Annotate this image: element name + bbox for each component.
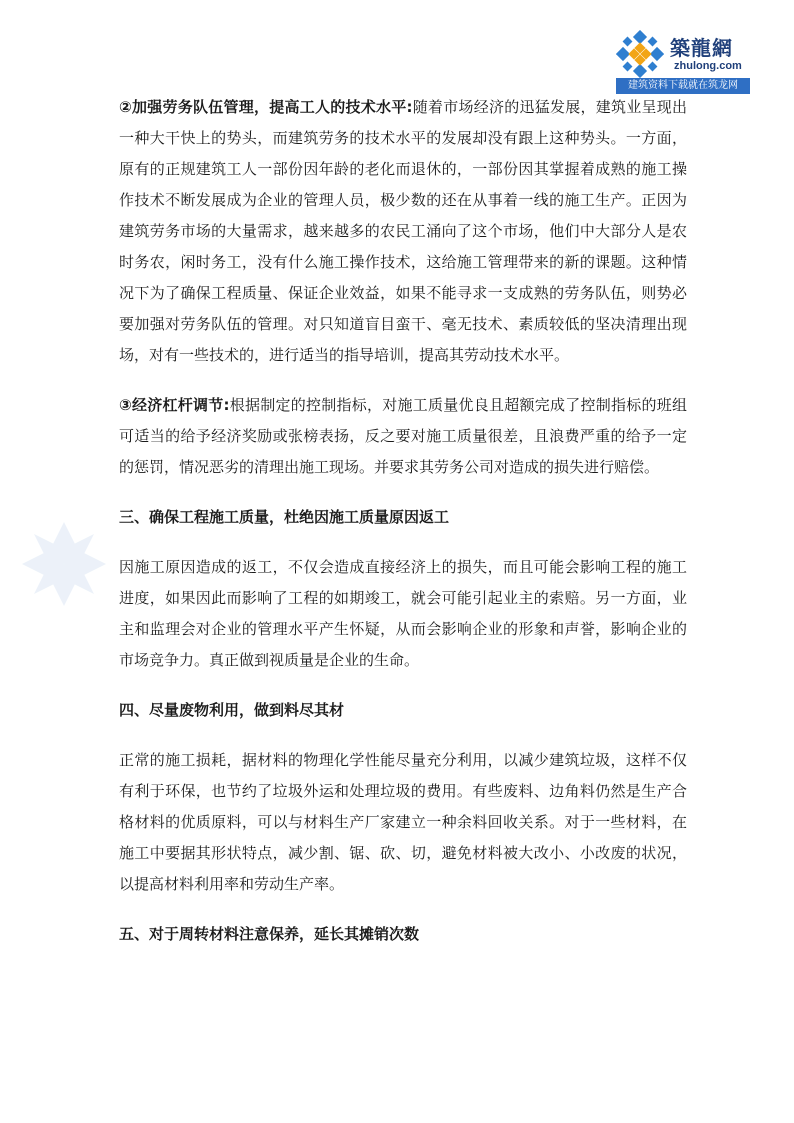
section-heading-4: 四、尽量废物利用，做到料尽其材 bbox=[119, 701, 345, 719]
document-body bbox=[119, 92, 687, 969]
paragraph-lead: ②加强劳务队伍管理，提高工人的技术水平: bbox=[119, 98, 413, 116]
paragraph-labor-management bbox=[119, 92, 687, 371]
watermark-snowflake-icon bbox=[18, 518, 110, 610]
paragraph-economic-leverage bbox=[119, 390, 687, 483]
logo-title: 築龍網 bbox=[670, 36, 733, 60]
section-heading-5: 五、对于周转材料注意保养，延长其摊销次数 bbox=[119, 925, 420, 943]
paragraph-rework bbox=[119, 552, 687, 676]
paragraph-text: 正常的施工损耗，据材料的物理化学性能尽量充分利用，以减少建筑垃圾，这样不仅有利于环保，也节约了垃圾外运和处理垃圾的费用。有些废料、边角料仍然是生产合格材料的优质原料，可以与材料生产厂家建立一种余料回收关系。对于一些材料，在施工中要据其形状特点，减少割、锯、砍、切，避免材料被大改小、小改废的状况，以提高材料利用率和劳动生产率。 bbox=[119, 751, 687, 893]
section-heading-3: 三、确保工程施工质量，杜绝因施工质量原因返工 bbox=[119, 508, 450, 526]
paragraph-text: 随着市场经济的迅猛发展，建筑业呈现出一种大干快上的势头，而建筑劳务的技术水平的发展却没有跟上这种势头。一方面，原有的正规建筑工人一部份因年龄的老化而退休的，一部份因其掌握着成熟的施工操作技术不断发展成为企业的管理人员，极少数的还在从事着一线的施工生产。正因为建筑劳务市场的大量需求，越来越多的农民工涌向了这个市场，他们中大部分人是农时务农，闲时务工，没有什么施工操作技术，这给施工管理带来的新的课题。这种情况下为了确保工程质量、保证企业效益，如果不能寻求一支成熟的劳务队伍，则势必要加强对劳务队伍的管理。对只知道盲目蛮干、毫无技术、素质较低的坚决清理出现场，对有一些技术的，进行适当的指导培训，提高其劳动技术水平。 bbox=[119, 98, 687, 364]
logo-domain: zhulong.com bbox=[674, 60, 742, 72]
paragraph-text: 根据制定的控制指标，对施工质量优良且超额完成了控制指标的班组可适当的给予经济奖励或张榜表扬，反之要对施工质量很差，且浪费严重的给予一定的惩罚，情况恶劣的清理出施工现场。并要求其劳务公司对造成的损失进行赔偿。 bbox=[119, 396, 687, 476]
paragraph-text: 因施工原因造成的返工，不仅会造成直接经济上的损失，而且可能会影响工程的施工进度，如果因此而影响了工程的如期竣工，就会可能引起业主的索赔。另一方面，业主和监理会对企业的管理水平产生怀疑，从而会影响企业的形象和声誉，影响企业的市场竞争力。真正做到视质量是企业的生命。 bbox=[119, 558, 687, 669]
logo-tagline: 建筑资料下载就在筑龙网 bbox=[616, 78, 750, 94]
paragraph-lead: ③经济杠杆调节: bbox=[119, 396, 230, 414]
site-logo bbox=[612, 22, 750, 96]
snowflake-logo-icon bbox=[616, 30, 664, 78]
paragraph-waste-reuse bbox=[119, 745, 687, 900]
